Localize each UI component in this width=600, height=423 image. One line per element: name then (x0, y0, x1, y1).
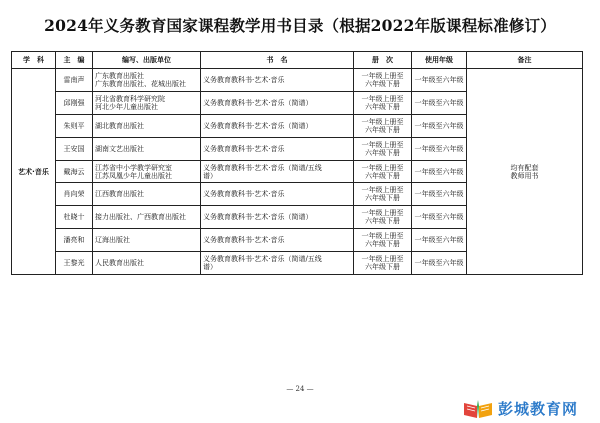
volume-cell (354, 91, 412, 114)
publisher-cell-text: 广东教育出版社 广东教育出版社、花城出版社 (95, 71, 186, 88)
table-row (12, 69, 583, 92)
volume-cell-text: 一年级上册至 六年级下册 (361, 255, 404, 272)
publisher-cell-text: 辽海出版社 (95, 236, 130, 245)
book-title-cell-text: 义务教育教科书·艺术·音乐 (203, 144, 285, 153)
publisher-cell (93, 91, 201, 114)
book-title-cell-text: 义务教育教科书·艺术·音乐（简谱/五线 谱） (203, 163, 322, 180)
editor-cell (56, 137, 93, 160)
volume-cell-text: 一年级上册至 六年级下册 (361, 140, 404, 157)
editor-cell-text: 戴海云 (63, 167, 85, 176)
editor-cell (56, 229, 93, 252)
publisher-cell (93, 137, 201, 160)
grade-cell-text: 一年级至六年级 (414, 259, 464, 268)
publisher-cell-text: 湖南文艺出版社 (95, 144, 144, 153)
note-text: 均有配套 教师用书 (510, 163, 539, 180)
volume-cell-text: 一年级上册至 六年级下册 (361, 94, 404, 111)
grade-cell (412, 91, 467, 114)
book-title-cell-text: 义务教育教科书·艺术·音乐 (203, 190, 285, 199)
editor-cell-text: 王黎光 (63, 259, 85, 268)
volume-cell (354, 229, 412, 252)
book-title-cell (201, 252, 354, 275)
publisher-cell (93, 69, 201, 92)
publisher-cell-text: 江苏省中小学教学研究室 江苏凤凰少年儿童出版社 (95, 163, 172, 180)
editor-cell-text: 雷南声 (63, 75, 85, 84)
header-grade: 使用年级 (412, 52, 467, 69)
book-title-cell-text: 义务教育教科书·艺术·音乐（简谱） (203, 213, 313, 222)
volume-cell-text: 一年级上册至 六年级下册 (361, 209, 404, 226)
textbook-catalog-table (11, 51, 583, 275)
editor-cell (56, 91, 93, 114)
editor-cell (56, 183, 93, 206)
book-title-cell (201, 183, 354, 206)
note-cell (467, 69, 583, 275)
volume-cell (354, 160, 412, 183)
volume-cell-text: 一年级上册至 六年级下册 (361, 117, 404, 134)
book-title-cell (201, 229, 354, 252)
publisher-cell (93, 252, 201, 275)
table-header-row (12, 52, 583, 69)
book-title-cell (201, 137, 354, 160)
page-number: — 24 — (286, 385, 314, 393)
book-logo-icon (462, 397, 494, 419)
editor-cell (56, 252, 93, 275)
editor-cell-text: 杜晓十 (63, 213, 85, 222)
editor-cell (56, 206, 93, 229)
editor-cell-text: 邱刚强 (63, 98, 85, 107)
volume-cell (354, 183, 412, 206)
grade-cell (412, 137, 467, 160)
book-title-cell (201, 69, 354, 92)
book-title-cell-text: 义务教育教科书·艺术·音乐（简谱） (203, 121, 313, 130)
header-volume: 册 次 (354, 52, 412, 69)
grade-cell (412, 206, 467, 229)
volume-cell (354, 252, 412, 275)
volume-cell-text: 一年级上册至 六年级下册 (361, 71, 404, 88)
volume-cell (354, 69, 412, 92)
editor-cell (56, 114, 93, 137)
header-publisher: 编写、出版单位 (93, 52, 201, 69)
publisher-cell-text: 接力出版社、广西教育出版社 (95, 213, 186, 222)
editor-cell-text: 朱则平 (63, 121, 85, 130)
volume-cell (354, 206, 412, 229)
header-book-title: 书 名 (201, 52, 354, 69)
publisher-cell (93, 160, 201, 183)
editor-cell (56, 160, 93, 183)
subject-cell: 艺术·音乐 (12, 69, 56, 275)
volume-cell-text: 一年级上册至 六年级下册 (361, 163, 404, 180)
book-title-cell-text: 义务教育教科书·艺术·音乐 (203, 236, 285, 245)
book-title-cell-text: 义务教育教科书·艺术·音乐（简谱） (203, 98, 313, 107)
grade-cell-text: 一年级至六年级 (414, 167, 464, 176)
grade-cell-text: 一年级至六年级 (414, 75, 464, 84)
publisher-cell (93, 229, 201, 252)
header-note: 备注 (467, 52, 583, 69)
publisher-cell (93, 114, 201, 137)
grade-cell-text: 一年级至六年级 (414, 236, 464, 245)
volume-cell-text: 一年级上册至 六年级下册 (361, 232, 404, 249)
grade-cell (412, 114, 467, 137)
volume-cell (354, 137, 412, 160)
grade-cell (412, 69, 467, 92)
header-editor: 主 编 (56, 52, 93, 69)
publisher-cell-text: 江西教育出版社 (95, 190, 144, 199)
grade-cell-text: 一年级至六年级 (414, 213, 464, 222)
book-title-cell (201, 160, 354, 183)
book-title-cell (201, 206, 354, 229)
volume-cell (354, 114, 412, 137)
site-watermark (462, 397, 578, 419)
publisher-cell-text: 人民教育出版社 (95, 259, 144, 268)
grade-cell-text: 一年级至六年级 (414, 98, 464, 107)
editor-cell-text: 潘亮和 (63, 236, 85, 245)
grade-cell-text: 一年级至六年级 (414, 190, 464, 199)
publisher-cell-text: 湖北教育出版社 (95, 121, 144, 130)
book-title-cell-text: 义务教育教科书·艺术·音乐（简谱/五线 谱） (203, 255, 322, 272)
grade-cell (412, 252, 467, 275)
editor-cell (56, 69, 93, 92)
grade-cell (412, 183, 467, 206)
book-title-cell-text: 义务教育教科书·艺术·音乐 (203, 75, 285, 84)
publisher-cell (93, 183, 201, 206)
header-subject: 学 科 (12, 52, 56, 69)
editor-cell-text: 王安国 (63, 144, 85, 153)
publisher-cell (93, 206, 201, 229)
grade-cell (412, 229, 467, 252)
grade-cell-text: 一年级至六年级 (414, 144, 464, 153)
publisher-cell-text: 河北省教育科学研究院 河北少年儿童出版社 (95, 94, 165, 111)
book-title-cell (201, 114, 354, 137)
watermark-text: 彭城教育网 (498, 399, 579, 418)
editor-cell-text: 肖向荣 (63, 190, 85, 199)
grade-cell-text: 一年级至六年级 (414, 121, 464, 130)
grade-cell (412, 160, 467, 183)
book-title-cell (201, 91, 354, 114)
volume-cell-text: 一年级上册至 六年级下册 (361, 186, 404, 203)
document-title: 2024年义务教育国家课程教学用书目录（根据2022年版课程标准修订） (44, 16, 556, 35)
